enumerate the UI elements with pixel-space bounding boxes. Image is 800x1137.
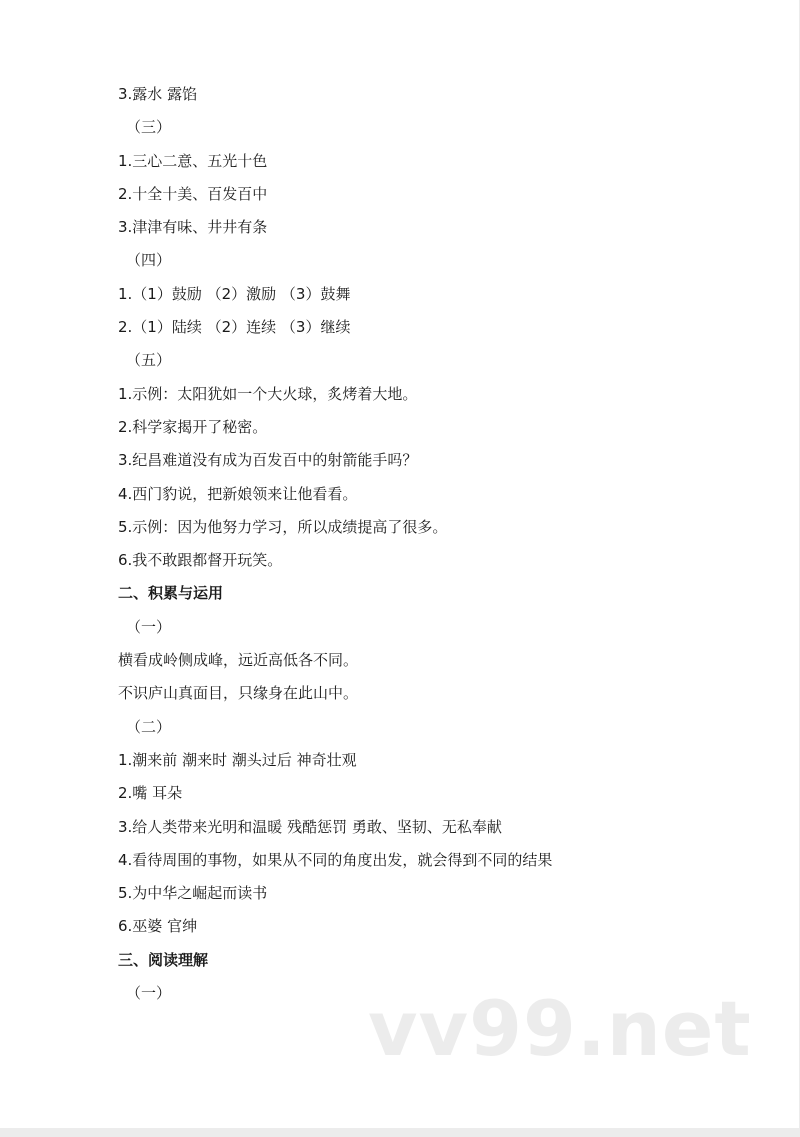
subsection-label: （三） [126,118,172,137]
answer-line: 横看成岭侧成峰，远近高低各不同。 [118,651,359,670]
watermark: vv99.net [368,984,752,1073]
subsection-label: （一） [126,984,172,1003]
section-heading: 三、阅读理解 [118,950,209,969]
answer-line: 5.示例：因为他努力学习，所以成绩提高了很多。 [118,517,448,536]
answer-line: 1.示例：太阳犹如一个大火球，炙烤着大地。 [118,384,418,403]
subsection-label: （一） [126,617,172,636]
answer-line: 6.巫婆 官绅 [118,917,198,936]
answer-line: 1.潮来前 潮来时 潮头过后 神奇壮观 [118,750,357,769]
subsection-label: （五） [126,351,172,370]
answer-line: 2.十全十美、百发百中 [118,184,268,203]
subsection-label: （二） [126,717,172,736]
answer-line: 6.我不敢跟都督开玩笑。 [118,551,283,570]
answer-line: 不识庐山真面目，只缘身在此山中。 [118,684,359,703]
answer-line: 1.三心二意、五光十色 [118,151,268,170]
answer-line: 2.科学家揭开了秘密。 [118,417,268,436]
answer-content [118,78,758,1010]
answer-line: 3.纪昌难道没有成为百发百中的射箭能手吗？ [118,451,418,470]
page-bottom-edge [0,1128,800,1137]
answer-line: 3.津津有味、井井有条 [118,218,268,237]
section-heading: 二、积累与运用 [118,584,224,603]
answer-line: 2.（1）陆续 （2）连续 （3）继续 [118,318,351,337]
answer-line: 4.看待周围的事物，如果从不同的角度出发，就会得到不同的结果 [118,850,553,869]
answer-line: 5.为中华之崛起而读书 [118,884,268,903]
answer-line: 3.露水 露馅 [118,85,198,103]
subsection-label: （四） [126,251,172,270]
answer-line: 3.给人类带来光明和温暖 残酷惩罚 勇敢、坚韧、无私奉献 [118,817,502,836]
answer-line: 2.嘴 耳朵 [118,784,183,803]
answer-line: 1.（1）鼓励 （2）激励 （3）鼓舞 [118,284,351,303]
answer-line: 4.西门豹说，把新娘领来让他看看。 [118,484,358,503]
